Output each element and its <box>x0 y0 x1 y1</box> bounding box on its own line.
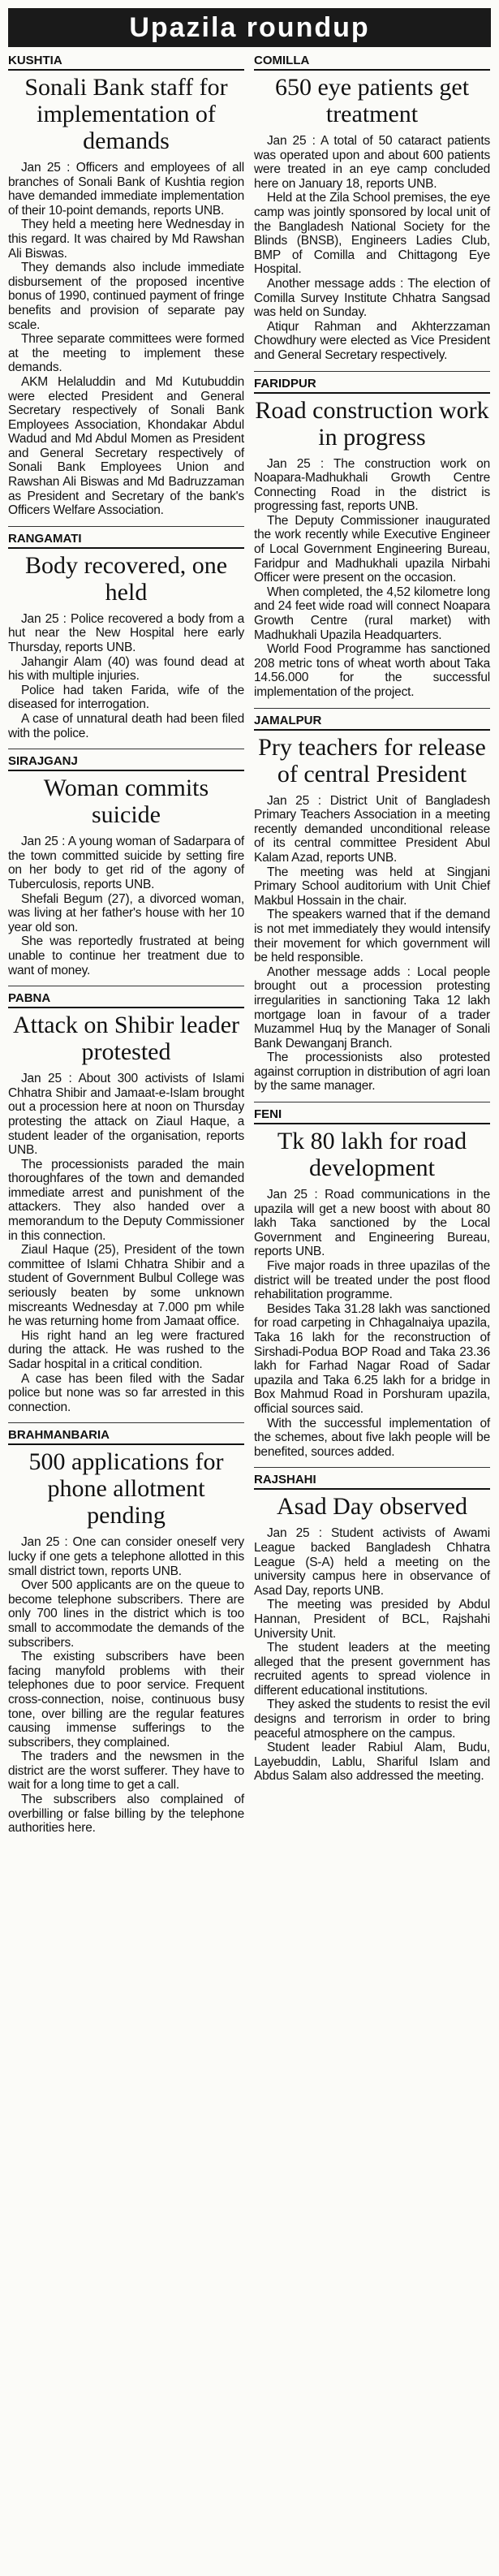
article-paragraph: The speakers warned that if the demand is not met immediately they would intensify their movement for which government will be held responsible. <box>254 908 490 965</box>
article-feni <box>254 1102 490 1459</box>
article-paragraph: His right hand an leg were fractured during the attack. He was rushed to the Sadar hospital in a critical condition. <box>8 1328 244 1371</box>
article-paragraph: A case has been filed with the Sadar police but none was so far arrested in this connection. <box>8 1371 244 1414</box>
article-brahmanbaria <box>8 1422 244 1835</box>
article-paragraph: They asked the students to resist the evil designs and terrorism in order to bring peaceful atmosphere on the campus. <box>254 1698 490 1741</box>
article-paragraph: Five major roads in three upazilas of the district will be treated under the post flood rehabilitation programme. <box>254 1259 490 1302</box>
article-jamalpur <box>254 708 490 1094</box>
article-paragraph: Jan 25 : Officers and employees of all branches of Sonali Bank of Kushtia region have demanded immediate implementation of their 10-point demands, reports UNB. <box>8 161 244 218</box>
article-paragraph: They held a meeting here Wednesday in this regard. It was chaired by Md Rawshan Ali Biswas. <box>8 218 244 261</box>
article-headline: Sonali Bank staff for implementation of demands <box>24 74 228 154</box>
left-column <box>8 54 244 1844</box>
right-column <box>254 54 490 1844</box>
article-paragraph: Jan 25 : One can consider oneself very lucky if one gets a telephone allotted in this small district town, reports UNB. <box>8 1535 244 1578</box>
article-paragraph: The meeting was presided by Abdul Hannan, President of BCL, Rajshahi University Unit. <box>254 1598 490 1641</box>
article-paragraph: Over 500 applicants are on the queue to become telephone subscribers. There are only 700 lines in the district which is too small to accommodate the demands of the subscribers. <box>8 1578 244 1650</box>
article-body <box>254 134 490 363</box>
article-paragraph: Besides Taka 31.28 lakh was sanctioned for road carpeting in Chhagalnaiya upazila, Taka 16 lakh for the reconstruction of Sirshadi-Podua BOP Road and Taka 23.36 lakh for Farhad Nagar Road of Sadar upazila and Taka 6.25 lakh for a bridge in Box Mahmud Road in Porshuram upazila, official sources said. <box>254 1301 490 1416</box>
article-paragraph: The processionists also protested against corruption in distribution of agri loan by the same manager. <box>254 1051 490 1094</box>
article-body <box>254 457 490 700</box>
article-paragraph: Jan 25 : District Unit of Bangladesh Primary Teachers Association in a meeting recently demanded unconditional release of its central committee President Abul Kalam Azad, reports UNB. <box>254 793 490 865</box>
article-paragraph: Jan 25 : The construction work on Noapara-Madhukhali Growth Centre Connecting Road in the district is progressing fast, reports UNB. <box>254 456 490 514</box>
article-paragraph: Police had taken Farida, wife of the diseased for interrogation. <box>8 683 244 712</box>
article-headline: Pry teachers for release of central President <box>258 733 486 787</box>
article-body <box>254 1526 490 1784</box>
article-paragraph: The processionists paraded the main thoroughfares of the town and demanded immediate arrest and punishment of the attackers. They also handed over a memorandum to the Deputy Commissioner in this connection. <box>8 1157 244 1243</box>
article-sirajganj <box>8 749 244 977</box>
article-dateline: SIRAJGANJ <box>8 754 244 771</box>
article-paragraph: Atiqur Rahman and Akhterzzaman Chowdhury were elected as Vice President and General Secretary respectively. <box>254 319 490 362</box>
article-paragraph: Jan 25 : A total of 50 cataract patients was operated upon and about 600 patients were treated in an eye camp concluded here on January 18, reports UNB. <box>254 134 490 191</box>
article-paragraph: Shefali Begum (27), a divorced woman, was living at her father's house with her 10 year old son. <box>8 891 244 934</box>
article-paragraph: A case of unnatural death had been filed with the police. <box>8 712 244 740</box>
article-dateline: PABNA <box>8 991 244 1008</box>
article-columns <box>0 47 499 1844</box>
article-dateline: JAMALPUR <box>254 714 490 731</box>
article-paragraph: The subscribers also complained of overbilling or false billing by the telephone authorities here. <box>8 1793 244 1836</box>
article-rajshahi <box>254 1467 490 1784</box>
article-body <box>8 1072 244 1414</box>
article-headline: 650 eye patients get treatment <box>274 74 470 127</box>
article-dateline: COMILLA <box>254 54 490 71</box>
article-paragraph: Jan 25 : Student activists of Awami League backed Bangladesh Chhatra League (S-A) held a meeting on the university campus here in observance of Asad Day, reports UNB. <box>254 1526 490 1598</box>
article-headline: Asad Day observed <box>277 1493 467 1521</box>
article-paragraph: The existing subscribers have been facing manyfold problems with their telephones due to poor service. Frequent cross-connection, noise, continuous busy tone, over billing are the regular features causing immense sufferings to the subscribers, they complained. <box>8 1650 244 1750</box>
article-paragraph: The Deputy Commissioner inaugurated the work recently while Executive Engineer of Local Government Engineering Bureau, Faridpur and Madhukhali upazila Nirbahi Officer were present on the occasion. <box>254 513 490 585</box>
section-banner: Upazila roundup <box>8 8 491 47</box>
article-paragraph: Another message adds : Local people brought out a procession protesting irregularities in sanctioning Taka 12 lakh mortgage loan in favour of a trader Muzammel Huq by the Manager of Sonali Bank Dewanganj Branch. <box>254 964 490 1051</box>
article-headline: Body recovered, one held <box>24 551 228 606</box>
article-pabna <box>8 986 244 1414</box>
article-paragraph: The meeting was held at Singjani Primary School auditorium with Unit Chief Makbul Hossain in the chair. <box>254 865 490 908</box>
article-paragraph: Jan 25 : A young woman of Sadarpara of the town committed suicide by setting fire on her body to get rid of the agony of Tuberculosis, reports UNB. <box>8 835 244 891</box>
article-dateline: FENI <box>254 1107 490 1124</box>
article-paragraph: Another message adds : The election of Comilla Survey Institute Chhatra Sangsad was held on Sunday. <box>254 276 490 320</box>
article-rangamati <box>8 526 244 740</box>
article-paragraph: Jan 25 : About 300 activists of Islami Chhatra Shibir and Jamaat-e-Islam brought out a procession here at noon on Thursday protesting the attack on Ziaul Haque, a student leader of the organisation, reports UNB. <box>8 1072 244 1158</box>
article-dateline: FARIDPUR <box>254 377 490 394</box>
article-comilla <box>254 54 490 363</box>
article-paragraph: The student leaders at the meeting alleged that the present government has recruited agents to spread violence in different educational institutions. <box>254 1641 490 1698</box>
article-paragraph: Three separate committees were formed at the meeting to implement these demands. <box>8 332 244 375</box>
article-dateline: RAJSHAHI <box>254 1473 490 1490</box>
article-dateline: KUSHTIA <box>8 54 244 71</box>
article-paragraph: Jan 25 : Police recovered a body from a hut near the New Hospital here early Thursday, reports UNB. <box>8 611 244 655</box>
article-paragraph: Jan 25 : Road communications in the upazila will get a new boost with about 80 lakh Taka sanctioned by the Local Government and Engineering Bureau, reports UNB. <box>254 1188 490 1259</box>
article-dateline: RANGAMATI <box>8 532 244 549</box>
article-paragraph: When completed, the 4,52 kilometre long and 24 feet wide road will connect Noapara Growth Centre (rural market) with Madhukhali Upazila Headquarters. <box>254 585 490 642</box>
article-paragraph: Student leader Rabiul Alam, Budu, Layebuddin, Lablu, Shariful Islam and Abdus Salam also addressed the meeting. <box>254 1741 490 1784</box>
article-headline: Tk 80 lakh for road development <box>277 1128 467 1182</box>
article-body <box>8 1535 244 1835</box>
article-paragraph: World Food Programme has sanctioned 208 metric tons of wheat worth about Taka 14.56.000 for the successful implementation of the project. <box>254 642 490 699</box>
article-paragraph: She was reportedly frustrated at being unable to continue her treatment due to want of money. <box>8 934 244 977</box>
article-kushtia <box>8 54 244 518</box>
article-body <box>254 794 490 1094</box>
article-paragraph: The traders and the newsmen in the district are the worst sufferer. They have to wait for a long time to get a call. <box>8 1750 244 1793</box>
article-paragraph: Ziaul Haque (25), President of the town committee of Islami Chhatra Shibir and a student of Government Bulbul College was seriously beaten by some unknown miscreants Wednesday at 7.000 pm while he was returning home from Jamaat office. <box>8 1243 244 1329</box>
article-body <box>8 835 244 977</box>
article-dateline: BRAHMANBARIA <box>8 1428 244 1445</box>
article-headline: Woman commits suicide <box>43 775 209 829</box>
article-paragraph: They demands also include immediate disbursement of the proposed incentive bonus of 1990, continued payment of fringe benefits and provision of separate pay scale. <box>8 261 244 332</box>
article-faridpur <box>254 371 490 700</box>
article-body <box>8 161 244 518</box>
article-paragraph: With the successful implementation of the schemes, about five lakh people will be benefited, sources added. <box>254 1416 490 1459</box>
article-paragraph: Held at the Zila School premises, the eye camp was jointly sponsored by local unit of the Bangladesh National Society for the Blinds (BNSB), Engineers Ladies Club, BMP of Comilla and Chittagong Eye Hospital. <box>254 191 490 277</box>
article-headline: 500 applications for phone allotment pending <box>28 1448 224 1530</box>
article-paragraph: Jahangir Alam (40) was found dead at his with multiple injuries. <box>8 654 244 684</box>
article-body <box>254 1188 490 1459</box>
article-headline: Attack on Shibir leader protested <box>12 1012 240 1066</box>
article-paragraph: AKM Helaluddin and Md Kutubuddin were elected President and General Secretary respectively of Sonali Bank Employees Association, Khondakar Abdul Wadud and Md Abdul Momen as President and General Secretary respectively of Sonali Bank Employees Union and Rawshan Ali Biswas and Md Badruzzaman as President and Secretary of the bank's Officers Welfare Association. <box>8 374 244 518</box>
article-headline: Road construction work in progress <box>255 396 489 451</box>
article-body <box>8 612 244 740</box>
